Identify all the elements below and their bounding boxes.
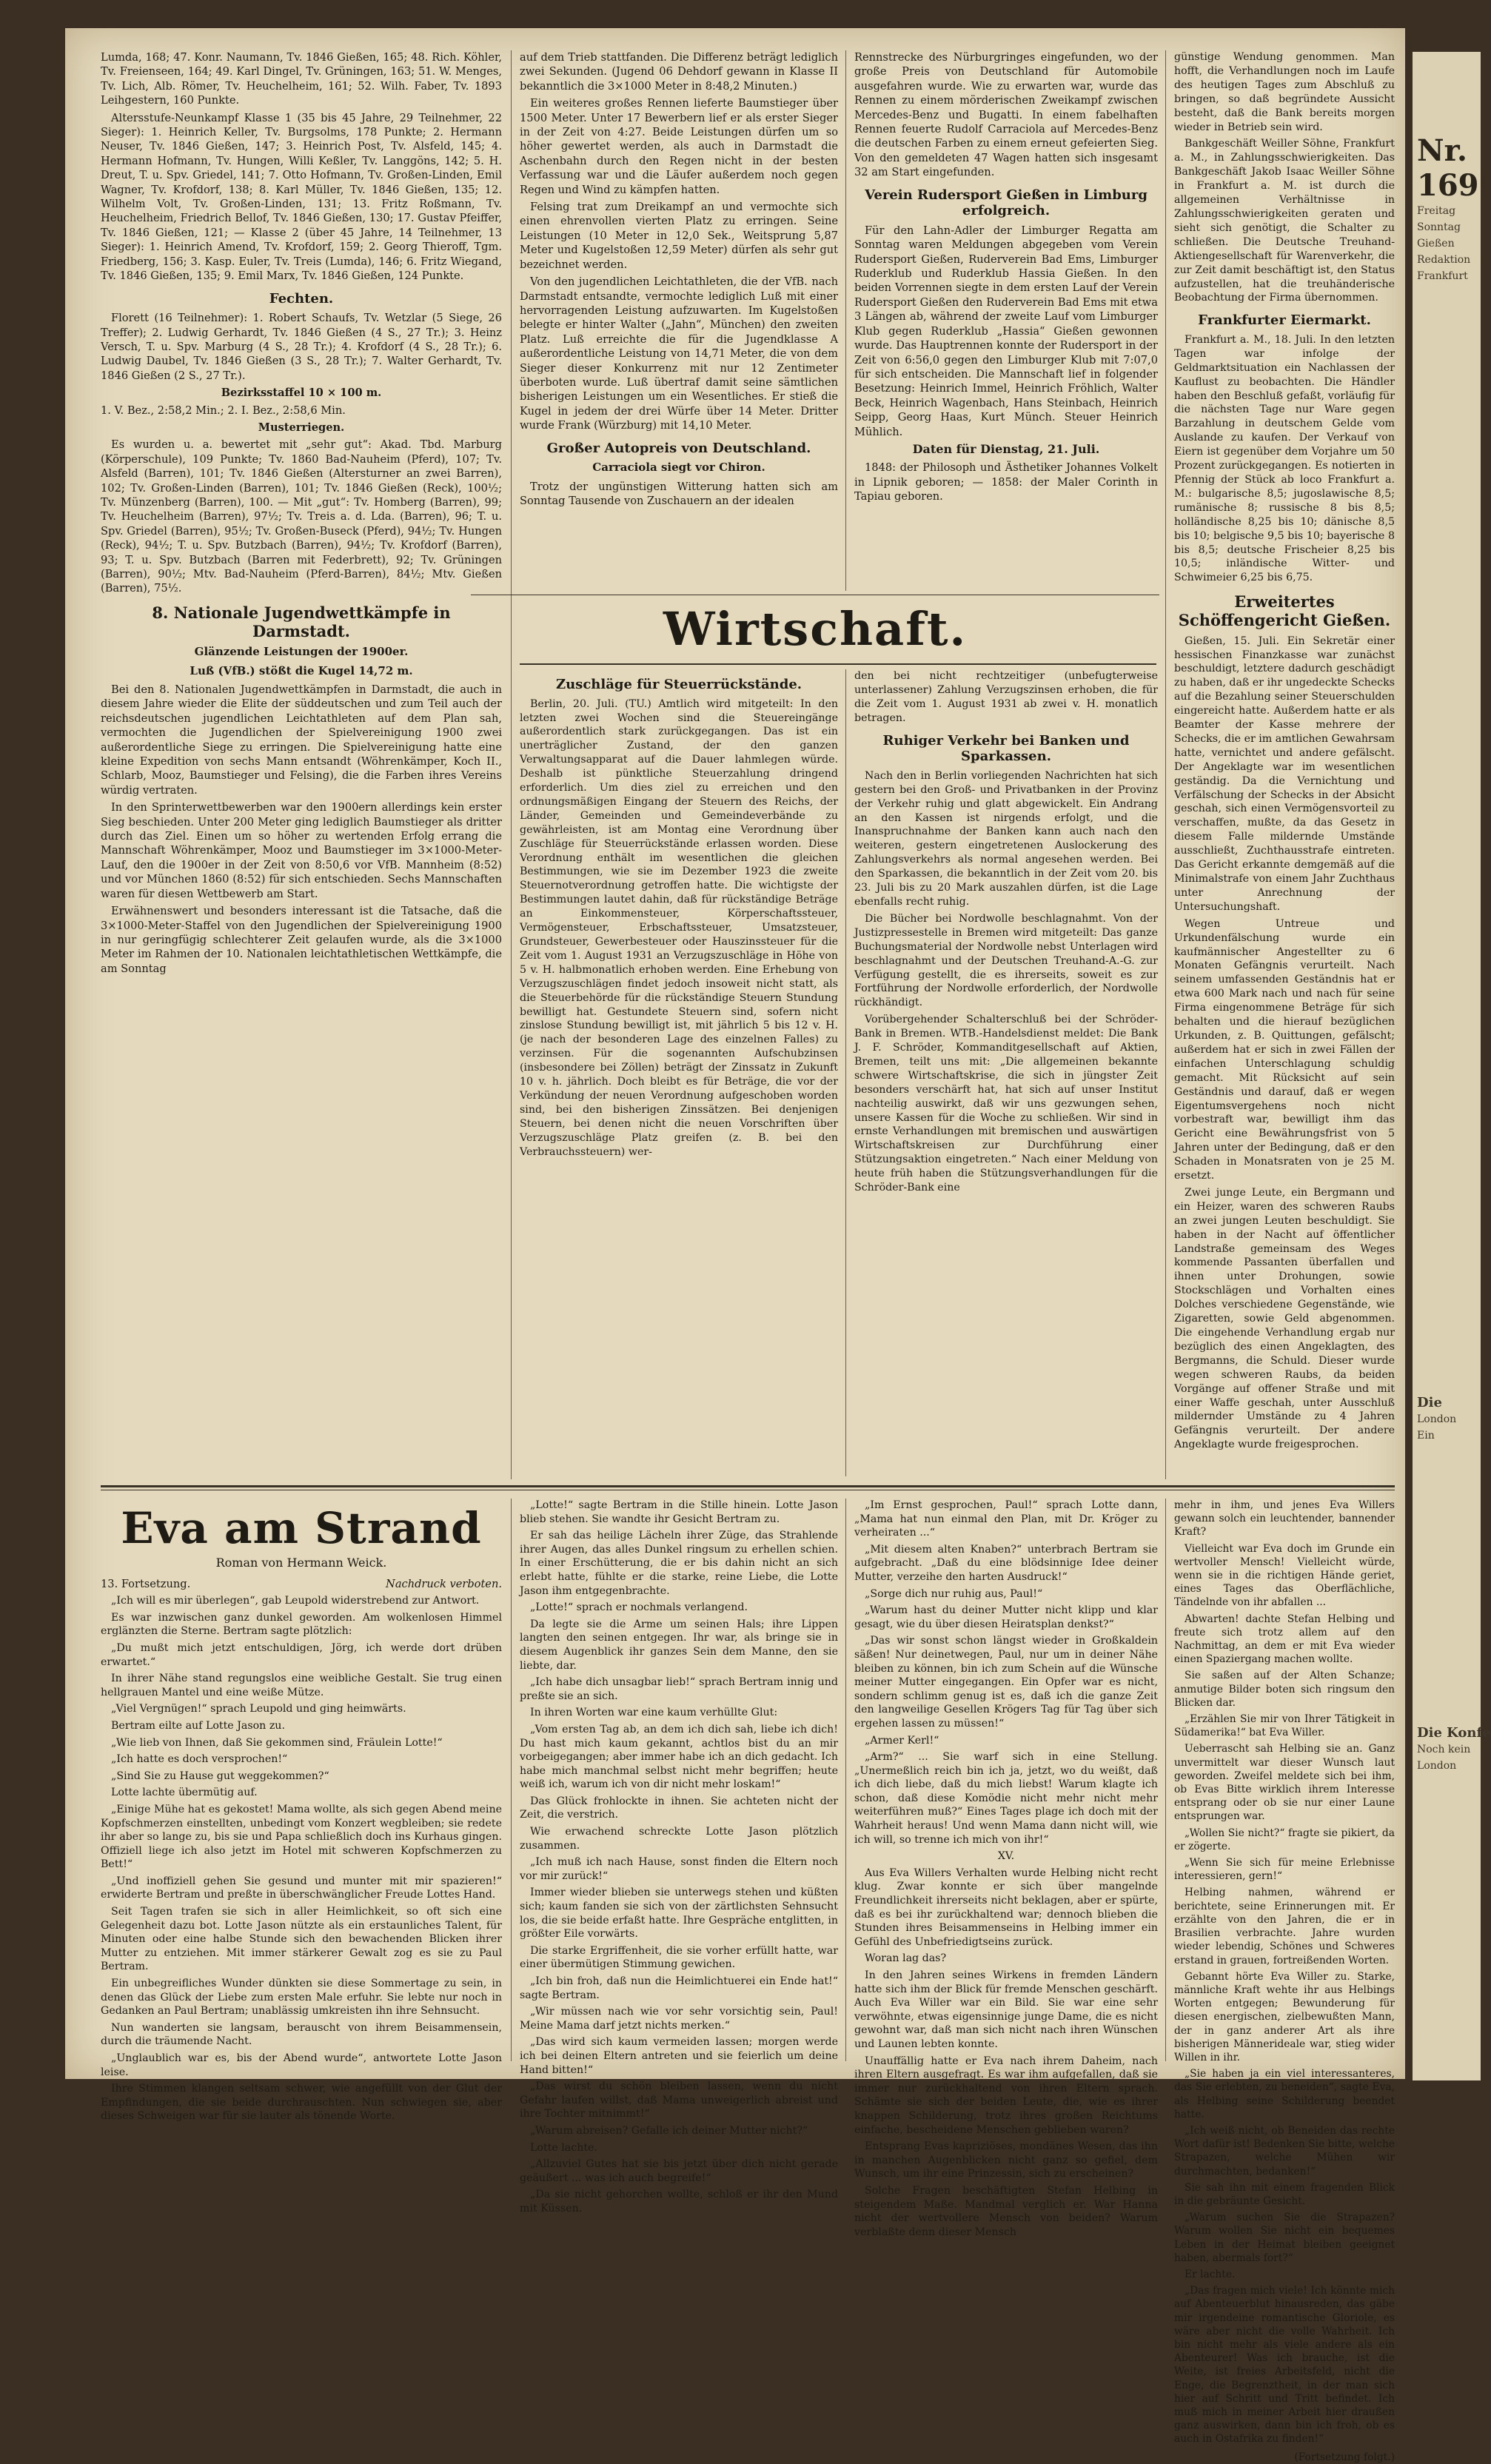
subheading-carraciola: Carraciola siegt vor Chiron. [592, 461, 765, 475]
sports-paragraph: Ein weiteres großes Rennen lieferte Baumstieger über 1500 Meter. Unter 17 Bewerbern lief er als erster Sieger in der Zeit von 4:27. Beide Leistungen dürfen um so höher gewertet werden, als auch in Darmstadt die Aschenbahn durch den Regen nicht in der besten Verfassung war und die Läufer außerdem noch gegen Regen und Wind zu kämpfen hatten. [520, 97, 838, 196]
serial-paragraph: „Das wird sich kaum vermeiden lassen; morgen werde ich bei deinen Eltern antreten und sie feierlich um deine Hand bitten!“ [520, 2036, 838, 2076]
serial-paragraph: „Und inoffiziell gehen Sie gesund und munter mit mir spazieren!“ erwiderte Bertram und preßte in überschwänglicher Freude Lottes Hand. [101, 1875, 502, 1901]
serial-paragraph: „Wollen Sie nicht?“ fragte sie pikiert, da er zögerte. [1174, 1827, 1395, 1852]
sports-paragraph: auf dem Trieb stattfanden. Die Differenz beträgt lediglich zwei Sekunden. (Jugend 06 Dehdorf gewann in Klasse II bekanntlich die 3×1000 Meter in 8:48,2 Minuten.) [520, 51, 838, 93]
serial-paragraph: Vielleicht war Eva doch im Grunde ein wertvoller Mensch! Vielleicht würde, wenn sie in die richtigen Hände geriet, eines Tages das Oberflächliche, Tändelnde von ihr abfallen ... [1174, 1542, 1395, 1609]
serial-paragraph: Er sah das heilige Lächeln ihrer Züge, das Strahlende ihrer Augen, das alles Dunkel ringsum zu erhellen schien. In einer Erschütterung, die er bis dahin nicht an sich erlebt hatte, fühlte er die starke, reine Liebe, die Lotte Jason ihm entgegenbrachte. [520, 1530, 838, 1597]
heading-eiermarkt: Frankfurter Eiermarkt. [1198, 312, 1371, 329]
heading-schoeffengericht: Erweitertes Schöffengericht Gießen. [1178, 592, 1391, 630]
serial-paragraph: Ein unbegreifliches Wunder dünkten sie diese Sommertage zu sein, in denen das Glück der Liebe zum ersten Male erfuhr. Sie lebte nur noch in Gedanken an Paul Bertram; unablässig umkreisten ihn ihre Sehnsucht. [101, 1978, 502, 2018]
ruhig-paragraph: Nach den in Berlin vorliegenden Nachrichten hat sich gestern bei den Groß- und Privatbanken in der Provinz der Verkehr ruhig und glatt abgewickelt. Ein Andrang an den Kassen ist nirgends erfolgt, und die Inanspruchnahme der Banken kann auch nach den weiteren, gestern eingetretenen Auslockerung des Zahlungsverkehrs als normal angesehen werden. Bei den Sparkassen, die bekanntlich in der Zeit vom 20. bis 23. Juli bis zu 20 Mark auszahlen dürfen, ist die Lage ebenfalls recht ruhig. [854, 769, 1158, 908]
column-sports-2 [520, 50, 838, 511]
column-serial-4 [1174, 1499, 1395, 2464]
serial-paragraph: Aus Eva Willers Verhalten wurde Helbing nicht recht klug. Zwar konnte er sich über mangelnde Freundlichkeit ihrerseits nicht beklagen, aber er spürte, daß es bei ihr zurückhaltend war; dennoch blieben die Stunden ihres Beisammenseins in Helbing immer ein Gefühl des Unbefriedigtseins zurück. [854, 1867, 1158, 1948]
serial-paragraph: „Das wirst du schön bleiben lassen, wenn du nicht Gefahr laufen willst, daß Mama unweigerlich abreist und ihre Tochter mitnimmt!“ [520, 2080, 838, 2120]
serial-paragraph: „Sind Sie zu Hause gut weggekommen?“ [111, 1770, 329, 1782]
results-paragraph: Altersstufe-Neunkampf Klasse 1 (35 bis 45 Jahre, 29 Teilnehmer, 22 Sieger): 1. Heinrich Keller, Tv. Burgsolms, 178 Punkte; 2. Hermann Neuser, Tv. 1846 Gießen, 147; 3. Heinrich Post, Tv. Alsfeld, 145; 4. Hermann Hofmann, Tv. Hungen, Willi Keßler, Tv. Langgöns, 142; 5. H. Dreut, T. u. Spv. Griedel, 141; 7. Otto Hofmann, Tv. Großen-Linden, Emil Wagner, Tv. Krofdorf, 138; 8. Karl Müller, Tv. 1846 Gießen, 135; 12. Wilhelm Volt, Tv. Großen-Linden, 131; 13. Fritz Roßmann, Tv. Heuchelheim, Friedrich Bellof, Tv. 1846 Gießen, 130; 17. Gustav Pfeiffer, Tv. 1846 Gießen, 121; — Klasse 2 (über 45 Jahre, 14 Teilnehmer, 13 Sieger): 1. Heinrich Amend, Tv. Krofdorf, 159; 2. Georg Thieroff, Tgm. Friedberg, 156; 3. Kasp. Euler, Tv. Treis (Lumda), 146; 6. Fritz Wiegand, Tv. 1846 Gießen, 135; 9. Emil Marx, Tv. 1846 Gießen, 124 Punkte. [101, 111, 502, 283]
serial-paragraph: Es war inzwischen ganz dunkel geworden. Am wolkenlosen Himmel erglänzten die Sterne. Bertram sagte plötzlich: [101, 1611, 502, 1638]
serial-paragraph: „Warum hast du deiner Mutter nicht klipp und klar gesagt, wie du über diesen Heiratsplan denkst?“ [854, 1604, 1158, 1630]
adjacent-text: Gießen [1417, 238, 1455, 250]
prix-paragraph: Trotz der ungünstigen Witterung hatten sich am Sonntag Tausende von Zuschauern an der idealen [520, 480, 838, 507]
serial-paragraph: „Ich bin froh, daß nun die Heimlichtuerei ein Ende hat!“ sagte Bertram. [520, 1975, 838, 2001]
serial-paragraph: „Wenn Sie sich für meine Erlebnisse interessieren, gern!“ [1174, 1857, 1395, 1883]
serial-paragraph: Bertram eilte auf Lotte Jason zu. [111, 1719, 285, 1732]
heading-staffel: Bezirksstaffel 10 × 100 m. [221, 386, 382, 400]
serial-paragraph: „Mit diesem alten Knaben?“ unterbrach Bertram sie aufgebracht. „Daß du eine blödsinnige Idee deiner Mutter, verzeihe den harten Ausdruck!“ [854, 1543, 1158, 1583]
serial-paragraph: Abwarten! dachte Stefan Helbing und freute sich trotz allem auf den Nachmittag, an dem er mit Eva wieder einen Spaziergang machen wollte. [1174, 1613, 1395, 1666]
serial-paragraph: „Unglaublich war es, bis der Abend wurde“, antwortete Lotte Jason leise. [101, 2052, 502, 2078]
column-serial-1 [101, 1499, 502, 2126]
serial-paragraph: „Vom ersten Tag ab, an dem ich dich sah, liebe ich dich! Du hast mich kaum gekannt, achtlos bist du an mir vorbeigegangen; aber immer habe ich an dich gedacht. Ich habe mich manchmal selbst nicht mehr begriffen; heute weiß ich, warum ich von dir nicht mehr loskam!“ [520, 1723, 838, 1791]
serial-paragraph: „Ich will es mir überlegen“, gab Leupold widerstrebend zur Antwort. [111, 1595, 480, 1607]
serial-paragraph: „Lotte!“ sprach er nochmals verlangend. [530, 1601, 748, 1614]
serial-paragraph: „Viel Vergnügen!“ sprach Leupold und ging heimwärts. [111, 1703, 406, 1715]
serial-title: Eva am Strand [121, 1503, 482, 1553]
column-rule [845, 50, 846, 591]
column-rule [1165, 50, 1166, 1479]
serial-paragraph: „Das wir sonst schon längst wieder in Großkaldein säßen! Nur deinetwegen, Paul, nur um in deiner Nähe bleiben zu können, bin ich zum Schein auf die Wünsche meiner Mutter eingegangen. Ein Opfer war es nicht, sondern schlimm genug ist es, daß ich die ganze Zeit den langweilige Gesellen Krögers Tag für Tag über sich ergehen lassen zu müssen!“ [854, 1635, 1158, 1730]
serial-paragraph: „Ich habe dich unsagbar lieb!“ sprach Bertram innig und preßte sie an sich. [520, 1676, 838, 1702]
serial-paragraph: „Warum abreisen? Gefalle ich deiner Mutter nicht?“ [530, 2124, 808, 2137]
weiller-paragraph: Bankgeschäft Weiller Söhne, Frankfurt a. M., in Zahlungsschwierigkeiten. Das Bankgeschäft Jakob Isaac Weiller Söhne in Frankfurt a. M. ist durch die allgemeinen Verhältnisse in Zahlungsschwierigkeiten geraten und sieht sich genötigt, die Schalter zu schließen. Die Deutsche Treuhand-Aktiengesellschaft für Warenverkehr, die zur Zeit damit beschäftigt ist, den Status aufzustellen, hat die treuhänderische Beobachtung der Firma übernommen. [1174, 138, 1395, 304]
serial-paragraph: „Warum suchen Sie die Strapazen? Warum wollen Sie nicht ein bequemes Leben in der Heimat bleiben geeignet haben, abermals fort?“ [1174, 2212, 1395, 2264]
serial-paragraph: „Du mußt mich jetzt entschuldigen, Jörg, ich werde dort drüben erwartet.“ [101, 1641, 502, 1668]
serial-paragraph: Die starke Ergriffenheit, die sie vorher erfüllt hatte, war einer übermütigen Stimmung gewichen. [520, 1944, 838, 1971]
serial-paragraph: „Erzählen Sie mir von Ihrer Tätigkeit in Südamerika!“ bat Eva Willer. [1174, 1713, 1395, 1739]
serial-paragraph: Seit Tagen trafen sie sich in aller Heimlichkeit, so oft sich eine Gelegenheit dazu bot. Lotte Jason nützte als ein erstaunliches Talent, für Minuten oder eine halbe Stunde sich den bewachenden Blicken ihrer Mutter zu entziehen. Mit immer stärkerer Gewalt zog es sie zu Paul Bertram. [101, 1906, 502, 1973]
subheading-1900er: Glänzende Leistungen der 1900er. [194, 645, 409, 659]
adjacent-text: Freitag [1417, 205, 1456, 217]
adjacent-text: London [1417, 1760, 1457, 1772]
adjacent-text: Noch kein [1417, 1744, 1471, 1755]
serial-paragraph: Immer wieder blieben sie unterwegs stehen und küßten sich; kaum fanden sie sich von der zärtlichsten Sehnsucht los, die sie beide erfaßt hatte. Ihre Gespräche entglitten, in größter Eile vorwärts. [520, 1886, 838, 1941]
serial-paragraph: Lotte lachte. [530, 2141, 597, 2154]
serial-paragraph: „Ich hatte es doch versprochen!“ [111, 1753, 288, 1766]
serial-paragraph: Entsprang Evas kapriziöses, mondänes Wesen, das ihn in manchen Augenblicken nicht ganz so gefiel, dem Wunsch, um ihr eine Prinzessin, sich zu erscheinen? [854, 2140, 1158, 2180]
nordwolle-paragraph: Die Bücher bei Nordwolle beschlagnahmt. Von der Justizpressestelle in Bremen wird mitgeteilt: Das ganze Buchungsmaterial der Nordwolle nebst Unterlagen wird beschlagnahmt und der Deutschen Treuhand-A.-G. zur Verfügung gestellt, die es ihrerseits, soweit es zur Fortführung der Nordwolle erforderlich, der Nordwolle rückhändigt. [854, 912, 1158, 1009]
column-rule [1165, 1499, 1166, 2061]
serial-paragraph: „Ich muß ich nach Hause, sonst finden die Eltern noch vor mir zurück!“ [520, 1856, 838, 1882]
serial-paragraph: Unauffällig hatte er Eva nach ihrem Daheim, nach ihren Eltern ausgefragt. Es war ihm aufgefallen, daß sie immer nur zurückhaltend von ihren Eltern sprach. Schämte sie sich der beiden Leute, die, wie es ihrer knappen Schilderung, trotz ihres großen Reichtums einfache, bescheidene Menschen geblieben waren? [854, 2055, 1158, 2136]
serial-paragraph: „Arm?“ ... Sie warf sich in eine Stellung. „Unermeßlich reich bin ich ja, jetzt, wo du weißt, daß ich dich liebe, daß du mich liebst! Warum klagte ich schon, daß diese Komödie nicht mehr nicht mehr weiterführen muß?“ Eines Tages plage ich doch mit der Wahrheit heraus! Und wenn Mama dann nicht will, wie ich will, so trenne ich mich von ihr!“ [854, 1751, 1158, 1846]
section-title-wirtschaft: Wirtschaft. [663, 602, 968, 656]
column-wirtschaft-1 [520, 669, 838, 1162]
adjacent-text: Frankfurt [1417, 270, 1468, 282]
jugend-paragraph: Erwähnenswert und besonders interessant ist die Tatsache, daß die 3×1000-Meter-Staffel von den Jugendlichen der Spielvereinigung 1900 in nur geringfügig schlechterer Zeit gelaufen wurde, als die 3×1000 Meter im Rahmen der 10. Nationalen leichtathletischen Wettkämpfe, die am Sonntag [101, 905, 502, 975]
column-rule [511, 1499, 512, 2061]
column-rule [845, 1499, 846, 2061]
serial-rule [101, 1485, 1395, 1487]
adjacent-text: Die Konfe [1417, 1725, 1491, 1741]
column-sports-3 [854, 50, 1158, 507]
serial-paragraph: Helbing nahmen, während er berichtete, seine Erinnerungen mit. Er erzählte von den Jahren, die er in Brasilien verbrachte. Jahre wurden wieder lebendig, Schönes und Schweres erstand in grauen, fortreißenden Worten. [1174, 1886, 1395, 1966]
subheading-kugel: Luß (VfB.) stößt die Kugel 14,72 m. [190, 663, 413, 677]
column-rule [511, 50, 512, 1479]
serial-continued-note: (Fortsetzung folgt.) [1294, 2451, 1395, 2463]
serial-paragraph: In ihren Worten war eine kaum verhüllte Glut: [530, 1707, 778, 1719]
serial-paragraph: „Armer Kerl!“ [865, 1734, 939, 1747]
column-serial-3 [854, 1499, 1158, 2242]
staffel-paragraph: 1. V. Bez., 2:58,2 Min.; 2. I. Bez., 2:58,6 Min. [101, 404, 346, 417]
serial-paragraph: In ihrer Nähe stand regungslos eine weibliche Gestalt. Sie trug einen hellgrauen Mantel und eine weiße Mütze. [101, 1673, 502, 1698]
heading-ruhiger-verkehr: Ruhiger Verkehr bei Banken und Sparkassen. [882, 732, 1130, 765]
schoeffen-paragraph: Wegen Untreue und Urkundenfälschung wurde ein kaufmännischer Angestellter zu 6 Monaten Gefängnis verurteilt. Nach seinem umfassenden Geständnis hat er etwa 600 Mark nach und nach für seine Firma eingenommene Beträge für sich behalten und die hierauf bezüglichen Urkunden, z. B. Quittungen, gefälscht; außerdem hat er sich in zwei Fällen der einfachen Unterschlagung schuldig gemacht. Mit Rücksicht auf sein Geständnis und darauf, daß er wegen Eigentumsvergehens noch nicht vorbestraft war, bewilligt ihm das Gericht eine Bewährungsfrist von 5 Jahren unter der Bedingung, daß er den Schaden in Monatsraten von je 25 M. ersetzt. [1174, 917, 1395, 1182]
serial-paragraph: Er lachte. [1185, 2268, 1236, 2280]
serial-paragraph: „Im Ernst gesprochen, Paul!“ sprach Lotte dann, „Mama hat nun einmal den Plan, mit Dr. Kröger zu verheiraten ...“ [854, 1499, 1158, 1539]
serial-paragraph: Das Glück frohlockte in ihnen. Sie achteten nicht der Zeit, die verstrich. [520, 1795, 838, 1821]
chapter-numeral: XV. [997, 1850, 1015, 1863]
adjacent-text: Die [1417, 1395, 1442, 1410]
fechten-paragraph: Florett (16 Teilnehmer): 1. Robert Schaufs, Tv. Wetzlar (5 Siege, 26 Treffer); 2. Ludwig Gerhardt, Tv. 1846 Gießen (4 S., 27 Tr.); 3. Heinz Versch, T. u. Spv. Marburg (4 S., 28 Tr.); 4. Krofdorf (4 S., 28 Tr.); 6. Ludwig Daubel, Tv. 1846 Gießen (3 S., 28 Tr.); 7. Walter Gerhardt, Tv. 1846 Gießen (2 S., 27 Tr.). [101, 312, 502, 382]
muster-paragraph: Es wurden u. a. bewertet mit „sehr gut“: Akad. Tbd. Marburg (Körperschule), 109 Punkte; Tv. 1860 Bad-Nauheim (Pferd), 107; Tv. Alsfeld (Barren), 101; Tv. 1846 Gießen (Altersturner an zwei Barren), 102; Tv. Großen-Linden (Barren), 101; Tv. 1846 Gießen (Reck), 100½; Tv. Münzenberg (Barren), 100. — Mit „gut“: Tv. Homberg (Barren), 99; Tv. Heuchelheim (Barren), 97½; Tv. Treis a. d. Lda. (Barren), 96; T. u. Spv. Griedel (Barren), 95½; Tv. Großen-Buseck (Pferd), 94½; Tv. Hungen (Reck), 94½; T. u. Spv. Butzbach (Barren), 94½; Tv. Krofdorf (Barren), 93; T. u. Spv. Butzbach (Barren mit Federbrett), 92; Tv. Grüningen (Barren), 90½; Mtv. Bad-Nauheim (Pferd-Barren), 84½; Mtv. Gießen (Barren), 75½. [101, 438, 502, 595]
serial-paragraph: Lotte lachte übermütig auf. [111, 1787, 258, 1799]
serial-paragraph: Ueberrascht sah Helbing sie an. Ganz unvermittelt war dieser Wunsch laut geworden. Zweifel meldete sich bei ihm, ob Evas Bitte wirklich ihrem Interesse entsprang oder ob sie nur einer Laune entsprungen war. [1174, 1743, 1395, 1823]
adjacent-text: Sonntag [1417, 221, 1461, 233]
column-wirtschaft-3 [1174, 50, 1395, 1455]
bank-paragraph: günstige Wendung genommen. Man hofft, die Verhandlungen noch im Laufe des heutigen Tages zum Abschluß zu bringen, so daß begründete Aussicht besteht, daß die Bank bereits morgen wieder in Betrieb sein wird. [1174, 51, 1395, 133]
serial-paragraph: „Wir müssen nach wie vor sehr vorsichtig sein, Paul! Meine Mama darf jetzt nichts merken.“ [520, 2006, 838, 2032]
ruder-paragraph: Für den Lahn-Adler der Limburger Regatta am Sonntag waren Meldungen abgegeben vom Verein Rudersport Gießen, Ruderverein Bad Ems, Limburger Ruderklub und Ruderklub Hassia Gießen. In den beiden Vorrennen siegte in dem ersten Lauf der Verein Rudersport Gießen den Ruderverein Bad Ems mit etwa 3 Längen ab, während der zweite Lauf vom Limburger Klub gegen Ruderklub „Hassia“ Gießen gewonnen wurde. Das Hauptrennen konnte der Rudersport in der Zeit von 6:56,0 gegen den Limburger Klub mit 7:07,0 für sich entscheiden. Die Mannschaft lief in folgender Besetzung: Heinrich Immel, Heinrich Fröhlich, Walter Beck, Heinrich Wagenbach, Hans Steinbach, Heinrich Seipp, Georg Haas, Kurt Münch. Steuer Heinrich Mühlich. [854, 224, 1158, 438]
nuerburgring-paragraph: Rennstrecke des Nürburgringes eingefunden, wo der große Preis von Deutschland für Automobile ausgefahren wurde. Wie zu erwarten war, wurde das Rennen zu einem mörderischen Zweikampf zwischen Mercedes-Benz und Bugatti. In einem fabelhaften Rennen feuerte Rudolf Carraciola auf Mercedes-Benz die deutschen Farben zu einem erneut gefeierten Sieg. Von den gemeldeten 47 Wagen hatten sich insgesamt 32 am Start eingefunden. [854, 51, 1158, 179]
heading-fechten: Fechten. [269, 290, 334, 307]
results-paragraph: Lumda, 168; 47. Konr. Naumann, Tv. 1846 Gießen, 165; 48. Rich. Köhler, Tv. Freienseen, 164; 49. Karl Dingel, Tv. Grüningen, 163; 51. W. Menges, Tv. Lich, Alb. Römer, Tv. Heuchelheim, 161; 52. Wilh. Faber, Tv. 1893 Leihgestern, 160 Punkte. [101, 51, 502, 107]
sports-paragraph: Von den jugendlichen Leichtathleten, die der VfB. nach Darmstadt entsandte, vermochte lediglich Luß mit einer hervorragenden Leistung aufzuwarten. Im Kugelstoßen belegte er hinter Walter („Jahn“, München) den zweiten Platz. Luß erreichte die für die Jugendklasse A außerordentliche Leistung von 14,71 Meter, die von dem Sieger dieser Konkurrenz mit nur 12 Zentimeter überboten wurde. Luß übertraf damit seine sämtlichen bisherigen Leistungen um ein Wesentliches. Er stieß die Kugel in jedem der drei Würfe über 14 Meter. Dritter wurde Frank (Würzburg) mit 14,10 Meter. [520, 275, 838, 432]
schoeffen-paragraph: Gießen, 15. Juli. Ein Sekretär einer hessischen Finanzkasse war zunächst beschuldigt, letztere dadurch geschädigt zu haben, daß er ihr ungedeckte Schecks auf die Bezahlung seiner Steuerschulden eingereicht hatte. Außerdem hatte er als Beamter der Kasse mehrere der Schecks, die er im amtlichen Gewahrsam hatte, vernichtet und andere gefälscht. Der Angeklagte war im wesentlichen geständig. Da die Vernichtung und Verfälschung der Schecks in der Absicht geschah, sich einen Vermögensvorteil zu verschaffen, mußte, da das Gesetz in diesem Falle mildernde Umstände ausschließt, Zuchthausstrafe eintreten. Das Gericht erkannte demgemäß auf die Minimalstrafe von einem Jahr Zuchthaus unter Anrechnung der Untersuchungshaft. [1174, 635, 1395, 913]
jugend-paragraph: Bei den 8. Nationalen Jugendwettkämpfen in Darmstadt, die auch in diesem Jahre wieder die Elite der süddeutschen und zum Teil auch der reichsdeutschen jugendlichen Leichtathleten auf dem Plan sah, vermochten die Jugendlichen der Spielvereinigung 1900 zwei außerordentliche Siege zu erringen. Die Spielvereinigung hatte eine kleine Expedition von sechs Mann entsandt (Wöhrenkämper, Koch II., Schlarb, Mooz, Baumstieger und Felsing), die die Farben ihres Vereins würdig vertraten. [101, 683, 502, 797]
jugend-paragraph: In den Sprinterwettbewerben war den 1900ern allerdings kein erster Sieg beschieden. Unter 200 Meter ging lediglich Baumstieger als dritter durch das Ziel. Einen um so höher zu wertenden Erfolg errang die Mannschaft Wöhrenkämper, Mooz und Baumstieger im 3×1000-Meter-Lauf, den die 1900er in der Zeit von 8:50,6 vor VfB. Mannheim (8:52) und vor München 1860 (8:52) für sich entschieden. Sechs Mannschaften waren für diesen Wettbewerb am Start. [101, 801, 502, 900]
serial-meta [101, 1578, 502, 1592]
sports-paragraph: Felsing trat zum Dreikampf an und vermochte sich einen ehrenvollen vierten Platz zu erringen. Seine Leistungen (10 Meter in 12,0 Sek., Weitsprung 5,87 Meter und Kugelstoßen 12,59 Meter) dürfen als sehr gut bezeichnet werden. [520, 201, 838, 271]
adjacent-masthead: Nr. 169 [1417, 133, 1479, 203]
zuschlaege-continued: den bei nicht rechtzeitiger (unbefugterweise unterlassener) Zahlung Verzugszinsen erhoben, die für die Zeit vom 1. August 1931 ab zwei v. H. monatlich betragen. [854, 670, 1158, 724]
serial-paragraph: „Da sie nicht gehorchen wollte, schloß er ihr den Mund mit Küssen. [520, 2189, 838, 2214]
heading-zuschlaege: Zuschläge für Steuerrückstände. [555, 677, 803, 692]
adjacent-text: Ein [1417, 1430, 1435, 1442]
serial-paragraph: „Sorge dich nur ruhig aus, Paul!“ [865, 1587, 1043, 1600]
newspaper-page [65, 28, 1405, 2463]
heading-autopreis: Großer Autopreis von Deutschland. [546, 440, 811, 456]
serial-reprint-note: Nachdruck verboten. [386, 1577, 502, 1590]
schroeder-paragraph: Vorübergehender Schalterschluß bei der Schröder-Bank in Bremen. WTB.-Handelsdienst meldet: Die Bank J. F. Schröder, Kommanditgesellschaft auf Aktien, Bremen, teilt uns mit: „Die allgemeinen bekannte schwere Wirtschaftskrise, die sich in jüngster Zeit besonders verschärft hat, hat sich auf unser Institut nachteilig auswirkt, daß wir uns gezwungen sehen, unsere Kassen für die Woche zu schließen. Wir sind in ernste Verhandlungen mit bremischen und auswärtigen Wirtschaftskreisen zur Durchführung einer Stützungsaktion eingetreten.“ Nach einer Meldung von heute früh haben die Stützungsverhandlungen für die Schröder-Bank eine [854, 1014, 1158, 1194]
serial-paragraph: „Lotte!“ sagte Bertram in die Stille hinein. Lotte Jason blieb stehen. Sie wandte ihr Gesicht Bertram zu. [520, 1499, 838, 1525]
serial-installment: 13. Fortsetzung. [101, 1577, 191, 1590]
serial-paragraph: Nun wanderten sie langsam, berauscht von ihrem Beisammensein, durch die träumende Nacht. [101, 2021, 502, 2048]
serial-paragraph: Wie erwachend schreckte Lotte Jason plötzlich zusammen. [520, 1826, 838, 1852]
serial-paragraph: „Ich weiß nicht, ob Beneiden das rechte Wort dafür ist! Bedenken Sie bitte, welche Strapazen, welche Mühen wir durchmachten, bedanken!“ [1174, 2124, 1395, 2177]
serial-paragraph: „Allzuviel Gutes hat sie bis jetzt über dich nicht gerade geäußert ... was ich auch begreife!“ [520, 2158, 838, 2184]
column-sports-1 [101, 50, 502, 979]
eier-paragraph: Frankfurt a. M., 18. Juli. In den letzten Tagen war infolge der Geldmarktsituation ein Nachlassen der Kauflust zu beobachten. Die Händler haben den Beschluß gefaßt, vorläufig für die nächsten Tage nur Ware gegen Barzahlung in deutschem Gelde vom Auslande zu kaufen. Der Verkauf von Eiern ist gegenüber dem Vorjahre um 50 Prozent zurückgegangen. Es notierten in Pfennig der Stück ab loco Frankfurt a. M.: bulgarische 8,5; jugoslawische 8,5; rumänische 8; russische 8 bis 8,5; holländische 8,25 bis 10; dänische 8,5 bis 10; belgische 9,5 bis 10; bayerische 8 bis 8,5; deutsche Frischeier 8,25 bis 10,5; inländische Witter- und Schwimeier 6,25 bis 6,75. [1174, 333, 1395, 584]
serial-paragraph: Sie sah ihn mit einem fragenden Blick in die gebräunte Gesicht. [1174, 2181, 1395, 2207]
zuschlaege-paragraph: Berlin, 20. Juli. (TU.) Amtlich wird mitgeteilt: In den letzten zwei Wochen sind die Steuereingänge außerordentlich stark zurückgegangen. Das ist ein unerträglicher Zustand, der den ganzen Verwaltungsapparat auf die Dauer lahmlegen würde. Deshalb ist pünktliche Steuerzahlung dringend erforderlich. Um dies ziel zu erreichen und den ordnungsmäßigen Eingang der Steuern des Reichs, der Länder, Gemeinden und Gemeindeverbände zu gewährleisten, ist am Montag eine Verordnung über Zuschläge für Steuerrückstände erlassen worden. Diese Verordnung enthält im wesentlichen die gleichen Bestimmungen, wie sie im Dezember 1923 die zweite Steuernotverordnung getroffen hatte. Die wichtigste der Bestimmungen lautet dahin, daß für rückständige Beträge an Einkommensteuer, Körperschaftssteuer, Vermögensteuer, Erbschaftssteuer, Umsatzsteuer, Grundsteuer, Gewerbesteuer oder Hauszinssteuer für die Zeit vom 1. August 1931 an Verzugszuschläge in Höhe von 5 v. H. halbmonatlich erhoben werden. Eine Erhebung von Verzugszuschlägen findet jedoch insoweit nicht statt, als die Steuerbehörde für die rückständige Steuern Stundung bewilligt hat. Gestundete Steuern sind, sofern nicht zinslose Stundung bewilligt ist, mit jährlich 5 bis 12 v. H. (je nach der besonderen Lage des einzelnen Falles) zu verzinsen. Für die sogenannten Aufschubzinsen (insbesondere bei Zöllen) beträgt der Zinssatz in Zukunft 10 v. h. jährlich. Doch bleibt es für Beträge, die vor der Verkündung der neuen Verordnung aufgeschoben worden sind, bei den bisherigen Zinssätzen. Bei denjenigen Steuern, bei denen nicht die neuen Vorschriften über Verzugszuschläge Platz greifen (z. B. bei den Verbrauchssteuern) wer- [520, 697, 838, 1158]
section-rule [520, 663, 1156, 665]
column-rule [845, 669, 846, 1476]
serial-paragraph: Solche Fragen beschäftigten Stefan Helbing in steigendem Maße. Mandmal verglich er. War Hanna nicht der wertvollere Mensch von beiden? Warum verblaßte denn dieser Mensch [854, 2184, 1158, 2238]
adjacent-text: London [1417, 1413, 1457, 1425]
adjacent-page-edge [1413, 52, 1491, 2080]
serial-paragraph: In den Jahren seines Wirkens in fremden Ländern hatte sich ihm der Blick für fremde Menschen geschärft. Auch Eva Willer war ein Bild. Sie war eine sehr verwöhnte, etwas eigensinnige junge Dame, die es nicht gewohnt war, daß man sich nicht nach ihren Wünschen und Launen lebten konnte. [854, 1969, 1158, 2050]
column-wirtschaft-2 [854, 669, 1158, 1198]
serial-paragraph: Gebannt hörte Eva Willer zu. Starke, männliche Kraft wehte ihr aus Helbings Worten entgegen; Bewunderung für diesen energischen, zielbewußten Mann, der in ganz anderer Art als ihre bisherigen Männerideale war, stieg wider Willen in ihr. [1174, 1970, 1395, 2063]
serial-paragraph: Da legte sie die Arme um seinen Hals; ihre Lippen langten den seinen entgegen. Ihr war, als bringe sie in diesem Augenblick ihr ganzes Sein dem Manne, den sie liebte, dar. [520, 1618, 838, 1672]
serial-paragraph: „Wie lieb von Ihnen, daß Sie gekommen sind, Fräulein Lotte!“ [111, 1736, 443, 1749]
heading-jugendwettkaempfe: 8. Nationale Jugendwettkämpfe in Darmstadt. [152, 603, 451, 640]
serial-paragraph: „Das fragen mich viele! Ich könnte mich auf Abenteuerblut hinausreden, das gäbe mir irgendeine romantische Gloriole, es wäre aber nicht die volle Wahrheit. Ich bin nicht mehr als viele andere als ein Abenteurer! Was ich brauche, ist die Weite, ist freies Arbeitsfeld, nicht die Enge, die Begrenztheit, in der man sich hier auf Schritt und Tritt befindet. Ich muß mich in meiner Arbeit hier draußen ganz auswirken, dann bin ich froh, ob es auch in Ostafrika zu finden!“ [1174, 2285, 1395, 2445]
schoeffen-paragraph: Zwei junge Leute, ein Bergmann und ein Heizer, waren des schweren Raubs an zwei jungen Leuten beschuldigt. Sie haben in der Nacht auf öffentlicher Landstraße gemeinsam des Weges kommende Passanten überfallen und ihnen unter Drohungen, sowie Stockschlägen und Vorhalten eines Dolches verschiedene Gegenstände, wie Zigaretten, sowie Geld abgenommen. Die eingehende Verhandlung ergab nur bezüglich des einen Angeklagten, des Bergmanns, die Schuld. Dieser wurde wegen schweren Raubs, da beiden Vorgänge auf offener Straße und mit einer Waffe geschah, unter Ausschluß mildernder Umstände zu 4 Jahren Gefängnis verurteilt. Der andere Angeklagte wurde freigesprochen. [1174, 1186, 1395, 1451]
daten-paragraph: 1848: der Philosoph und Ästhetiker Johannes Volkelt in Lipnik geboren; — 1858: der Maler Corinth in Tapiau geboren. [854, 461, 1158, 503]
serial-paragraph: „Einige Mühe hat es gekostet! Mama wollte, als sich gegen Abend meine Kopfschmerzen einstellten, unbedingt vom Konzert wegbleiben; sie redete ihr aber so lange zu, bis sie und Papa schließlich doch ins Kurhaus gingen. Offiziell liege ich also jetzt im Hotel mit schweren Kopfschmerzen zu Bett!“ [101, 1803, 502, 1871]
heading-daten: Daten für Dienstag, 21. Juli. [912, 441, 1100, 456]
serial-author: Roman von Hermann Weick. [215, 1556, 387, 1570]
adjacent-text: Redaktion [1417, 254, 1471, 266]
serial-paragraph: mehr in ihm, und jenes Eva Willers gewann solch ein leuchtender, bannender Kraft? [1174, 1499, 1395, 1539]
serial-paragraph: Woran lag das? [865, 1952, 947, 1965]
serial-paragraph: „Sie haben ja ein viel interessanteres, das Sie erlebten, zu beneiden“, sagte Eva, als Helbing seine Schilderung beendet hatte. [1174, 2068, 1395, 2120]
serial-paragraph: Sie saßen auf der Alten Schanze; anmutige Bilder boten sich ringsum den Blicken dar. [1174, 1670, 1395, 1709]
heading-rudersport: Verein Rudersport Gießen in Limburg erfolgreich. [865, 187, 1147, 219]
heading-musterriegen: Musterriegen. [258, 421, 345, 434]
serial-paragraph: Ihre Stimmen klangen seltsam schwer, wie angefüllt von der Glut der Empfindungen, die sie beide durchrauschten. Nun schwiegen sie, aber dieses Schweigen war für sie lauter als tönende Worte. [101, 2083, 502, 2123]
column-serial-2 [520, 1499, 838, 2219]
